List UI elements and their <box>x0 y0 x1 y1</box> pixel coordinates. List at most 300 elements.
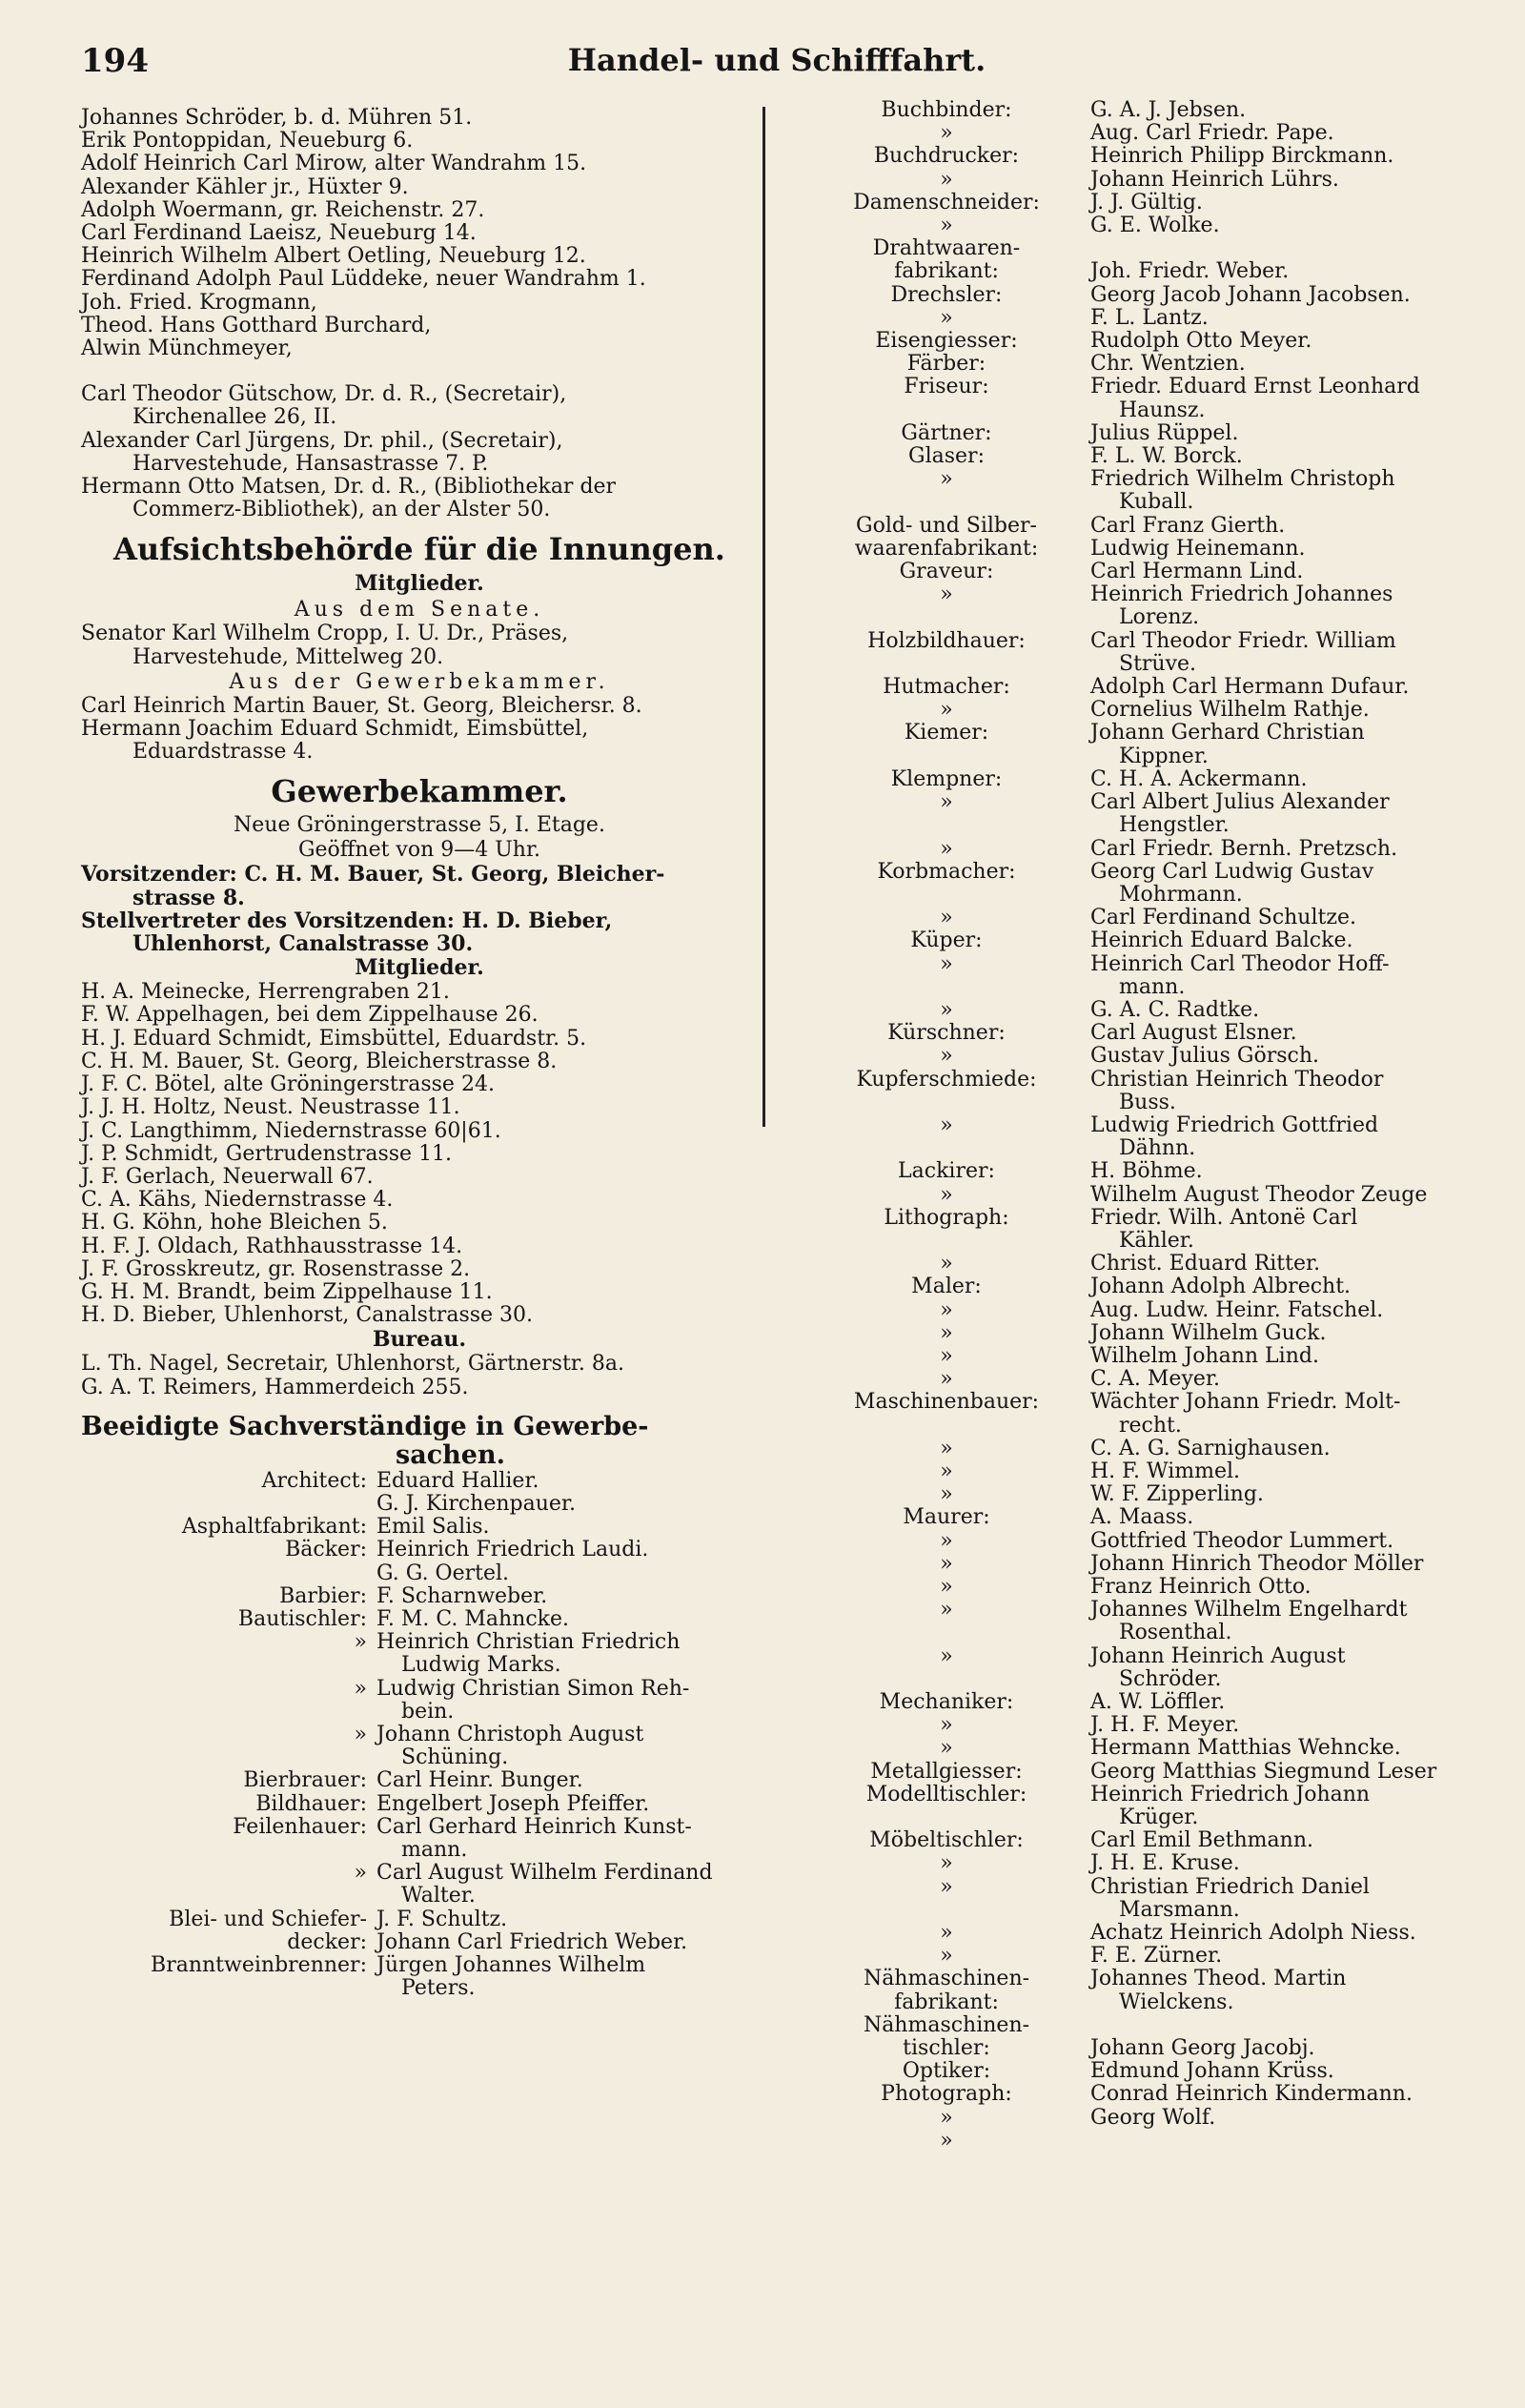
trade-label: decker: <box>287 1929 367 1954</box>
trade-name: Aug. Ludw. Heinr. Fatschel. <box>1090 1297 1384 1322</box>
trade-name: Franz Heinrich Otto. <box>1090 1575 1312 1599</box>
deputy-line-cont: Uhlenhorst, Canalstrasse 30. <box>132 931 474 957</box>
chair-line-cont: strasse 8. <box>132 885 245 910</box>
trade-label: Maler: <box>911 1275 982 1299</box>
list-item: J. P. Schmidt, Gertrudenstrasse 11. <box>81 1141 453 1166</box>
trade-row <box>827 192 1475 214</box>
trade-row <box>827 515 1475 538</box>
trade-row <box>827 1737 1475 1760</box>
trade-row <box>81 1631 758 1654</box>
trade-label: » <box>354 1676 367 1701</box>
trade-row <box>827 1415 1475 1438</box>
trade-label <box>827 606 1066 629</box>
trade-label: Barbier: <box>279 1583 367 1608</box>
trade-label: Lackirer: <box>898 1159 995 1184</box>
trade-row <box>827 1668 1475 1691</box>
trade-name: Jürgen Johannes Wilhelm <box>376 1953 646 1977</box>
trade-name: Carl Ferdinand Schultze. <box>1090 906 1356 930</box>
trade-row <box>81 1746 758 1769</box>
trade-name: Johannes Theod. Martin <box>1090 1967 1347 1991</box>
trade-row <box>827 1184 1475 1207</box>
trade-name: Hengstler. <box>1119 813 1230 838</box>
trade-label <box>827 399 1066 422</box>
trade-row <box>81 1769 758 1792</box>
trade-label: Mechaniker: <box>879 1690 1014 1715</box>
deputy-line: Stellvertreter des Vorsitzenden: H. D. Bieber, <box>81 908 613 933</box>
left-column <box>81 107 758 2000</box>
trade-row <box>827 838 1475 861</box>
trade-row <box>827 330 1475 353</box>
trade-name: Edmund Johann Krüss. <box>1090 2059 1334 2084</box>
trade-row <box>827 2037 1475 2060</box>
list-item: Joh. Fried. Krogmann, <box>81 290 317 315</box>
trade-label: Bäcker: <box>285 1538 367 1562</box>
trade-name <box>1066 2130 1475 2153</box>
list-item: G. A. T. Reimers, Hammerdeich 255. <box>81 1375 469 1399</box>
trade-row <box>827 699 1475 722</box>
trade-label <box>827 1230 1066 1253</box>
trade-label: » <box>940 1575 953 1599</box>
trade-name: Christian Friedrich Daniel <box>1090 1874 1370 1899</box>
trade-name: Kähler. <box>1119 1228 1194 1253</box>
trade-row <box>827 1207 1475 1230</box>
trade-row <box>827 1230 1475 1253</box>
trade-name: J. J. Gültig. <box>1090 190 1203 214</box>
trade-name: Peters. <box>401 1976 476 2001</box>
trade-name: Johann Hinrich Theodor Möller <box>1090 1551 1424 1576</box>
list-item: Heinrich Wilhelm Albert Oetling, Neueburg 12. <box>81 244 586 269</box>
trade-name: Aug. Carl Friedr. Pape. <box>1090 121 1334 146</box>
trade-label: Kiemer: <box>904 721 989 745</box>
trade-label: Kürschner: <box>887 1021 1006 1046</box>
trade-label: Feilenhauer: <box>233 1814 367 1839</box>
trade-label: » <box>940 1643 953 1668</box>
trade-label: » <box>940 1436 953 1460</box>
trade-label: Gold- und Silber- <box>856 513 1037 538</box>
trade-row <box>81 1724 758 1746</box>
trade-row <box>827 676 1475 699</box>
trade-name: Kuball. <box>1119 490 1194 515</box>
trade-name: mann. <box>401 1837 468 1862</box>
trade-name: Carl Friedr. Bernh. Pretzsch. <box>1090 836 1398 861</box>
trade-row <box>827 2083 1475 2106</box>
trade-label: Blei- und Schiefer- <box>169 1907 367 1931</box>
trade-label <box>827 1806 1066 1829</box>
trade-label: » <box>940 836 953 861</box>
trade-label: » <box>940 582 953 607</box>
trade-label <box>827 814 1066 837</box>
trade-row <box>827 1784 1475 1806</box>
bureau-list <box>81 1353 758 1398</box>
sachverstaendige-heading-cont: sachen. <box>396 1439 505 1470</box>
list-item: L. Th. Nagel, Secretair, Uhlenhorst, Gärtnerstr. 8a. <box>81 1352 625 1377</box>
trade-row <box>827 722 1475 745</box>
trade-row <box>827 606 1475 629</box>
sachverstaendige-list <box>81 1470 758 2001</box>
trade-name: Strüve. <box>1119 651 1197 676</box>
trade-name: Carl Franz Gierth. <box>1090 513 1286 538</box>
trade-row <box>827 976 1475 999</box>
trade-row <box>81 1678 758 1701</box>
list-item: Ferdinand Adolph Paul Lüddeke, neuer Wandrahm 1. <box>81 267 646 292</box>
trade-label: Glaser: <box>908 444 985 469</box>
trade-name: Kippner. <box>1119 744 1209 768</box>
trade-label <box>827 653 1066 676</box>
trade-name: F. L. Lantz. <box>1090 305 1209 330</box>
trade-label: » <box>940 1851 953 1876</box>
trade-label <box>827 745 1066 768</box>
list-item: H. G. Köhn, hohe Bleichen 5. <box>81 1211 388 1235</box>
trade-name: Carl Theodor Friedr. William <box>1090 628 1396 653</box>
list-item: Theod. Hans Gotthard Burchard, <box>81 313 432 337</box>
trade-row <box>827 791 1475 814</box>
trade-row <box>827 2130 1475 2153</box>
trade-label <box>827 491 1066 514</box>
trade-label: Architect: <box>261 1468 367 1493</box>
trade-name: A. Maass. <box>1090 1505 1194 1530</box>
trade-row <box>827 1576 1475 1599</box>
trade-row <box>81 1585 758 1608</box>
sachverstaendige-heading: Beeidigte Sachverständige in Gewerbe- <box>81 1411 649 1441</box>
trade-name: C. A. G. Sarnighausen. <box>1090 1436 1331 1460</box>
trade-name: Carl August Wilhelm Ferdinand <box>376 1861 713 1886</box>
list-item: C. H. M. Bauer, St. Georg, Bleicherstrasse 8. <box>81 1049 558 1073</box>
trade-name: G. J. Kirchenpauer. <box>376 1491 577 1516</box>
trade-row <box>827 1391 1475 1414</box>
trade-row <box>827 538 1475 561</box>
trade-label: » <box>940 997 953 1022</box>
trade-name: Carl August Elsner. <box>1090 1021 1297 1046</box>
trade-name <box>1066 2014 1475 2037</box>
trade-row <box>827 1622 1475 1644</box>
trade-row <box>827 1322 1475 1345</box>
trade-row <box>827 2014 1475 2037</box>
trade-row <box>827 399 1475 422</box>
trade-row <box>81 1608 758 1631</box>
trade-name: Friedr. Eduard Ernst Leonhard <box>1090 375 1420 399</box>
trade-name: bein. <box>401 1699 455 1724</box>
trade-row <box>827 99 1475 122</box>
trade-row <box>827 1460 1475 1483</box>
trade-row <box>827 1945 1475 1968</box>
trade-row <box>827 1160 1475 1183</box>
trade-label <box>81 1654 376 1677</box>
trade-label <box>827 1622 1066 1644</box>
trade-label: Lithograph: <box>884 1205 1009 1230</box>
trade-name: Georg Carl Ludwig Gustav <box>1090 859 1374 884</box>
trade-row <box>827 745 1475 768</box>
trade-row <box>81 1862 758 1885</box>
trade-label: » <box>940 1482 953 1507</box>
trade-row <box>81 1816 758 1839</box>
trade-label: » <box>940 1736 953 1761</box>
trade-label: Korbmacher: <box>877 859 1016 884</box>
trade-name: Johannes Wilhelm Engelhardt <box>1090 1598 1408 1622</box>
trade-row <box>827 653 1475 676</box>
trade-name: G. A. C. Radtke. <box>1090 997 1260 1022</box>
trade-label: Bierbrauer: <box>243 1768 367 1793</box>
trade-label: » <box>940 1044 953 1069</box>
trade-row <box>827 1137 1475 1160</box>
innungen-members-label: Mitglieder. <box>355 571 484 597</box>
trade-name: recht. <box>1119 1413 1182 1438</box>
trade-row <box>827 884 1475 907</box>
list-item: Hermann Otto Matsen, Dr. d. R., (Bibliothekar der <box>81 475 617 500</box>
trade-row <box>827 953 1475 976</box>
trade-label: » <box>940 790 953 815</box>
chair-line: Vorsitzender: C. H. M. Bauer, St. Georg, Bleicher- <box>81 862 665 888</box>
trade-label <box>81 1885 376 1908</box>
trade-name: Wielckens. <box>1119 1990 1234 2014</box>
trade-name: Johann Adolph Albrecht. <box>1090 1275 1352 1299</box>
trade-label: » <box>940 1598 953 1622</box>
trade-name: Georg Jacob Johann Jacobsen. <box>1090 282 1411 307</box>
trade-name: Achatz Heinrich Adolph Niess. <box>1090 1921 1416 1946</box>
trade-row <box>827 583 1475 606</box>
trade-label: Kupferschmiede: <box>856 1067 1037 1092</box>
trade-row <box>81 1908 758 1931</box>
trade-name: Friedr. Wilh. Antonë Carl <box>1090 1205 1358 1230</box>
trade-name: F. Scharnweber. <box>376 1583 548 1608</box>
trade-name: Friedrich Wilhelm Christoph <box>1090 467 1395 492</box>
trade-row <box>827 861 1475 884</box>
trade-name: Georg Wolf. <box>1090 2105 1216 2130</box>
trade-name: Wilhelm Johann Lind. <box>1090 1343 1319 1368</box>
trade-label: Photograph: <box>881 2082 1012 2107</box>
list-item: J. C. Langthimm, Niedernstrasse 60|61. <box>81 1118 501 1143</box>
list-item: G. H. M. Brandt, beim Zippelhause 11. <box>81 1279 493 1304</box>
trade-name: Christ. Eduard Ritter. <box>1090 1252 1321 1276</box>
trade-row <box>827 353 1475 376</box>
trade-name: Rudolph Otto Meyer. <box>1090 329 1312 354</box>
trade-name: A. W. Löffler. <box>1090 1690 1226 1715</box>
trade-label: Nähmaschinen- <box>863 2012 1030 2037</box>
trade-label <box>827 1899 1066 1922</box>
gewerbekammer-members-list <box>81 981 758 1327</box>
trade-label: » <box>940 906 953 930</box>
list-item-cont: Harvestehude, Hansastrasse 7. P. <box>132 451 489 476</box>
trade-row <box>81 1539 758 1561</box>
trade-label: » <box>940 1252 953 1276</box>
trade-row <box>827 1506 1475 1529</box>
trade-row <box>827 1368 1475 1391</box>
trade-name <box>1066 237 1475 260</box>
trade-label <box>81 1493 376 1516</box>
trade-row <box>827 376 1475 398</box>
trade-row <box>827 122 1475 145</box>
trade-label <box>827 1415 1066 1438</box>
trade-name: Emil Salis. <box>376 1515 490 1540</box>
trade-name: G. A. J. Jebsen. <box>1090 98 1247 122</box>
trade-name: Lorenz. <box>1119 605 1200 630</box>
innungen-heading: Aufsichtsbehörde für die Innungen. <box>113 531 725 568</box>
trade-name: Conrad Heinrich Kindermann. <box>1090 2082 1413 2107</box>
trade-label <box>827 884 1066 907</box>
trade-label: » <box>940 167 953 192</box>
senate-line: Senator Karl Wilhelm Cropp, I. U. Dr., Präses, <box>81 622 569 646</box>
trade-label: Möbeltischler: <box>869 1828 1024 1853</box>
trade-row <box>827 307 1475 330</box>
trade-row <box>827 1022 1475 1045</box>
trade-label: tischler: <box>903 2036 990 2061</box>
trade-name: Gottfried Theodor Lummert. <box>1090 1528 1394 1553</box>
trade-name: H. Böhme. <box>1090 1159 1203 1184</box>
trade-row <box>827 1991 1475 2014</box>
trade-row <box>827 1761 1475 1784</box>
trade-row <box>827 1345 1475 1368</box>
trades-list <box>827 99 1475 2153</box>
chamber-label: Aus der Gewerbekammer. <box>229 669 610 694</box>
trade-row <box>827 907 1475 929</box>
list-item: Adolph Woermann, gr. Reichenstr. 27. <box>81 197 485 222</box>
trade-row <box>827 145 1475 168</box>
trade-name: Walter. <box>401 1884 476 1908</box>
trade-label <box>81 1839 376 1862</box>
trade-row <box>827 814 1475 837</box>
commerce-members-list <box>81 107 758 360</box>
trade-label: Eisengiesser: <box>875 329 1018 354</box>
trade-row <box>81 1839 758 1862</box>
trade-name: Buss. <box>1119 1090 1176 1114</box>
trade-label: Graveur: <box>899 560 994 584</box>
trade-name: Heinrich Eduard Balcke. <box>1090 929 1353 953</box>
trade-row <box>827 929 1475 952</box>
trade-label: » <box>940 1713 953 1738</box>
trade-name: Haunsz. <box>1119 398 1206 422</box>
trade-label <box>81 1746 376 1769</box>
trade-name: Gustav Julius Görsch. <box>1090 1044 1320 1069</box>
trade-label: » <box>940 1112 953 1137</box>
column-divider <box>762 107 765 1127</box>
trade-label <box>827 1137 1066 1160</box>
trade-label: » <box>940 2105 953 2130</box>
trade-label: » <box>940 1343 953 1368</box>
trade-label: Holzbildhauer: <box>867 628 1026 653</box>
trade-label <box>827 1668 1066 1691</box>
trade-label: Friseur: <box>904 375 989 399</box>
trade-label: » <box>940 214 953 238</box>
chamber-line: Hermann Joachim Eduard Schmidt, Eimsbüttel, <box>81 717 589 742</box>
trade-name: Johann Heinrich August <box>1090 1643 1346 1668</box>
trade-row <box>827 1645 1475 1668</box>
trade-row <box>827 1092 1475 1114</box>
list-item: Alwin Münchmeyer, <box>81 337 293 361</box>
list-item: Carl Theodor Gütschow, Dr. d. R., (Secretair), <box>81 382 567 407</box>
trade-row <box>827 491 1475 514</box>
trade-row <box>827 1275 1475 1298</box>
trade-name: Schüning. <box>401 1745 509 1770</box>
trade-row <box>827 1922 1475 1945</box>
trade-label: Damenschneider: <box>853 190 1040 214</box>
trade-name: Adolph Carl Hermann Dufaur. <box>1090 675 1410 700</box>
trade-row <box>827 1876 1475 1899</box>
senate-line-cont: Harvestehude, Mittelweg 20. <box>132 644 444 669</box>
trade-label: fabrikant: <box>894 1990 999 2014</box>
trade-name: Wächter Johann Friedr. Molt- <box>1090 1390 1401 1415</box>
trade-label: Asphaltfabrikant: <box>181 1515 367 1540</box>
trade-label: » <box>940 1528 953 1553</box>
trade-name: F. M. C. Mahncke. <box>376 1606 570 1631</box>
trade-label <box>827 976 1066 999</box>
list-item: Johannes Schröder, b. d. Mühren 51. <box>81 106 473 130</box>
trade-name: Julius Rüppel. <box>1090 420 1239 445</box>
trade-label: » <box>354 1722 367 1746</box>
trade-row <box>827 1299 1475 1322</box>
trade-row <box>81 1654 758 1677</box>
trade-row <box>827 1553 1475 1576</box>
trade-name: W. F. Zipperling. <box>1090 1482 1264 1507</box>
trade-name: Heinrich Friedrich Johann <box>1090 1782 1371 1806</box>
trade-row <box>827 1253 1475 1275</box>
trade-name: Christian Heinrich Theodor <box>1090 1067 1384 1092</box>
trade-label: » <box>354 1861 367 1886</box>
trade-name: Ludwig Friedrich Gottfried <box>1090 1112 1379 1137</box>
list-item: H. A. Meinecke, Herrengraben 21. <box>81 980 450 1005</box>
trade-label <box>827 1092 1066 1114</box>
trade-label: » <box>940 2128 953 2153</box>
trade-label: Klempner: <box>890 766 1003 791</box>
senate-label: Aus dem Senate. <box>294 598 545 622</box>
trade-row <box>827 1714 1475 1737</box>
trade-row <box>827 2060 1475 2083</box>
trade-name: Ludwig Marks. <box>401 1653 561 1678</box>
list-item-cont: Commerz-Bibliothek), an der Alster 50. <box>132 498 551 522</box>
trade-row <box>81 1977 758 2000</box>
list-item: H. D. Bieber, Uhlenhorst, Canalstrasse 30. <box>81 1303 534 1328</box>
trade-label: » <box>940 1944 953 1969</box>
trade-row <box>81 1885 758 1908</box>
trade-row <box>81 1954 758 1977</box>
trade-row <box>827 260 1475 283</box>
trade-name: Carl Heinr. Bunger. <box>376 1768 583 1793</box>
trade-label: » <box>940 1297 953 1322</box>
trade-name: H. F. Wimmel. <box>1090 1459 1241 1483</box>
trade-label: Buchdrucker: <box>873 144 1020 169</box>
trade-row <box>827 1530 1475 1553</box>
trade-name: Schröder. <box>1119 1666 1222 1691</box>
trade-label: Färber: <box>906 352 986 377</box>
trade-name: Johann Wilhelm Guck. <box>1090 1320 1327 1345</box>
trade-name: Engelbert Joseph Pfeiffer. <box>376 1791 650 1816</box>
trade-row <box>827 284 1475 307</box>
trade-label: Gärtner: <box>901 420 992 445</box>
list-item: J. F. Grosskreutz, gr. Rosenstrasse 2. <box>81 1256 471 1281</box>
trade-label: Branntweinbrenner: <box>151 1953 367 1977</box>
gewerbekammer-members-label: Mitglieder. <box>355 955 484 981</box>
trade-name: J. F. Schultz. <box>376 1907 508 1931</box>
list-item: H. J. Eduard Schmidt, Eimsbüttel, Eduardstr. 5. <box>81 1026 587 1051</box>
trade-label: » <box>940 1182 953 1207</box>
trade-row <box>827 422 1475 445</box>
trade-name: Heinrich Philipp Birckmann. <box>1090 144 1394 169</box>
trade-name: Carl Gerhard Heinrich Kunst- <box>376 1814 692 1839</box>
trade-name: F. E. Zürner. <box>1090 1944 1223 1969</box>
trade-label: » <box>940 698 953 723</box>
list-item: Erik Pontoppidan, Neueburg 6. <box>81 129 414 153</box>
trade-row <box>827 2107 1475 2130</box>
trade-label: Drechsler: <box>890 282 1003 307</box>
trade-name: Heinrich Carl Theodor Hoff- <box>1090 951 1390 976</box>
trade-label: Nähmaschinen- <box>863 1967 1030 1991</box>
trade-name: Georg Matthias Siegmund Leser <box>1090 1759 1437 1784</box>
right-column <box>827 99 1475 2153</box>
trade-row <box>827 468 1475 491</box>
trade-row <box>827 1438 1475 1460</box>
trade-name: Mohrmann. <box>1119 882 1243 907</box>
trade-label: waarenfabrikant: <box>854 536 1039 561</box>
trade-name: J. H. F. Meyer. <box>1090 1713 1240 1738</box>
trade-label <box>81 1977 376 2000</box>
